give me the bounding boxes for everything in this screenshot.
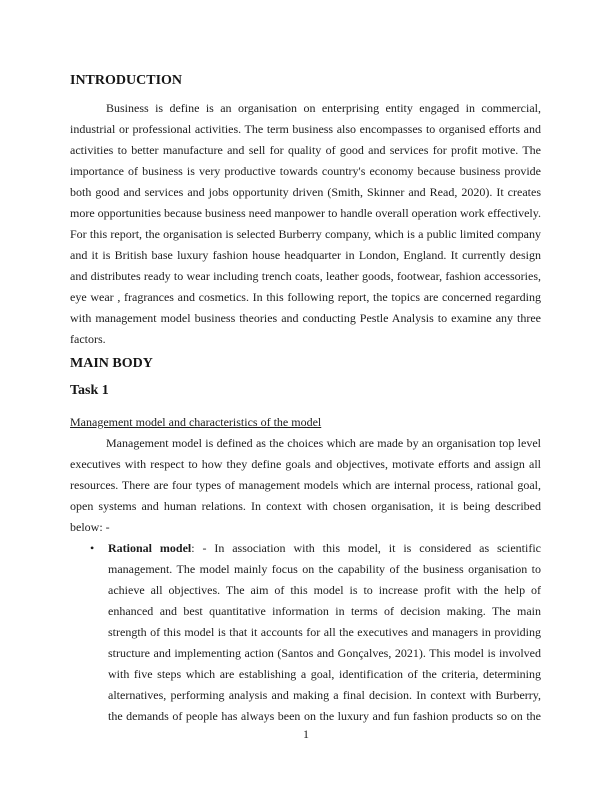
- introduction-paragraph: Business is define is an organisation on enterprising entity engaged in commercial, industrial or professional activities. The term business also encompasses to organised efforts and activities to better manufacture and sell for quality of good and services for profit motive. The importance of business is very productive towards country's economy because business provide both good and services and jobs opportunity driven (Smith, Skinner and Read, 2020). It creates more opportunities because business need manpower to handle overall operation work effectively. For this report, the organisation is selected Burberry company, which is a public limited company and it is British base luxury fashion house headquarter in London, England. It currently design and distributes ready to wear including trench coats, leather goods, footwear, fashion accessories, eye wear , fragrances and cosmetics. In this following report, the topics are concerned regarding with management model business theories and conducting Pestle Analysis to examine any three factors.: [70, 101, 541, 346]
- bullet-list: [70, 538, 541, 727]
- list-item: [90, 538, 541, 727]
- task-heading: Task 1: [70, 383, 109, 398]
- introduction-heading: INTRODUCTION: [70, 73, 183, 88]
- bullet-body-text: : - In association with this model, it is considered as scientific management. The model mainly focus on the capability of the business organisation to achieve all objectives. The aim of this model is to increase profit with the help of enhanced and best quantitative information in terms of decision making. The main strength of this model is that it accounts for all the executives and managers in providing structure and implementing action (Santos and Gonçalves, 2021). This model is involved with five steps which are establishing a goal, identification of the criteria, determining alternatives, performing analysis and making a final decision. In context with Burberry, the demands of people has always been on the luxury and fun fashion products so on the: [108, 541, 541, 723]
- main-body-heading: MAIN BODY: [70, 356, 153, 371]
- bullet-icon: •: [90, 541, 95, 555]
- bullet-paragraph: [108, 538, 541, 727]
- page-number: 1: [303, 727, 309, 741]
- management-model-paragraph: Management model is defined as the choices which are made by an organisation top level executives with respect to how they define goals and objectives, motivate efforts and assign all resources. There are four types of management models which are internal process, rational goal, open systems and human relations. In context with chosen organisation, it is being described below: -: [70, 436, 541, 534]
- section-subheading: Management model and characteristics of the model: [70, 415, 322, 429]
- bullet-lead-bold: Rational model: [108, 541, 192, 555]
